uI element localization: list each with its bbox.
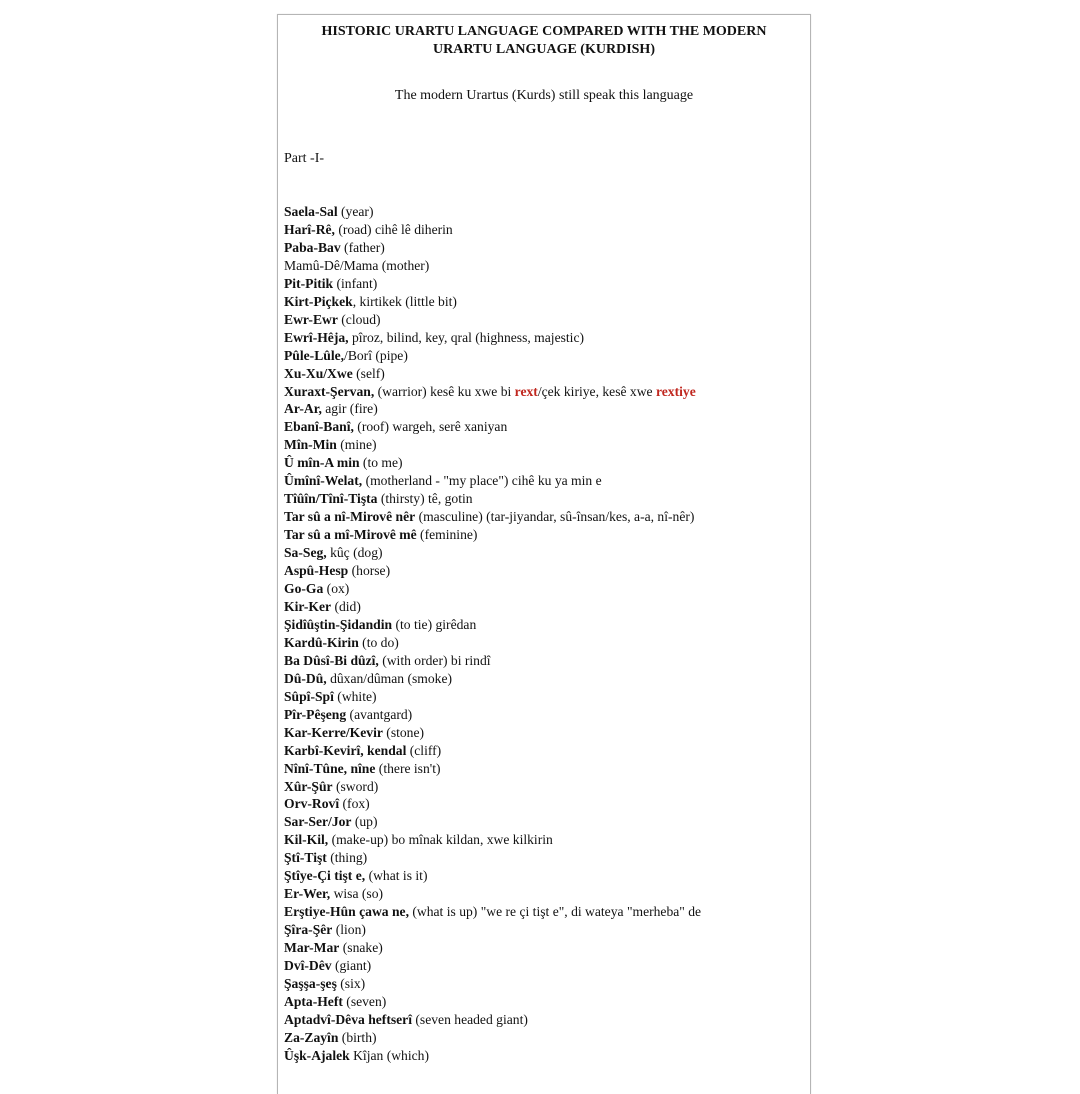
entry-gloss: (warrior) kesê ku xwe bi: [374, 383, 515, 399]
document-title: [278, 23, 810, 59]
entry-gloss: (to me): [359, 455, 403, 471]
vocabulary-entry: [284, 347, 806, 365]
vocabulary-entry: [284, 670, 806, 688]
entry-gloss: agir (fire): [321, 401, 378, 417]
entry-term: Ar-Ar,: [284, 401, 322, 417]
entry-gloss: (motherland - "my place") cihê ku ya min e: [362, 473, 602, 489]
vocabulary-entry: [284, 867, 806, 885]
entry-gloss: (snake): [339, 940, 383, 956]
entry-term: Ewr-Ewr: [284, 311, 338, 327]
entry-gloss: wisa (so): [330, 886, 384, 902]
entry-term: Ştîye-Çi tişt e,: [284, 868, 366, 884]
entry-gloss: (mine): [336, 437, 377, 453]
entry-term: Ûmînî-Welat,: [284, 473, 363, 489]
entry-gloss: (year): [337, 204, 374, 219]
vocabulary-entry: [284, 490, 806, 508]
entry-term: Sa-Seg,: [284, 545, 327, 561]
entry-term: Saela-Sal: [284, 204, 338, 219]
vocabulary-entry: [284, 813, 806, 831]
entry-gloss: (seven): [342, 993, 387, 1009]
entry-gloss: Mamû-Dê/Mama (mother): [284, 257, 430, 273]
entry-gloss: (masculine) (tar-jiyandar, sû-însan/kes, a-a, nî-nêr): [415, 509, 695, 525]
entry-gloss: , kirtikek (little bit): [352, 293, 457, 309]
vocabulary-entry: [284, 616, 806, 634]
vocabulary-entry: [284, 742, 806, 760]
entry-gloss: (stone): [382, 724, 425, 740]
vocabulary-entry: [284, 544, 806, 562]
vocabulary-entry: [284, 275, 806, 293]
entry-gloss: (cliff): [406, 742, 442, 758]
vocabulary-entry: [284, 436, 806, 454]
vocabulary-entry: [284, 849, 806, 867]
entry-gloss: (father): [340, 239, 385, 255]
entry-gloss: (road) cihê lê diherin: [334, 221, 453, 237]
title-line-2: URARTU LANGUAGE (KURDISH): [433, 42, 655, 57]
vocabulary-entry: [284, 562, 806, 580]
vocabulary-entry: [284, 1047, 806, 1065]
vocabulary-entry: [284, 454, 806, 472]
entry-gloss: (birth): [338, 1029, 377, 1045]
entry-term: Ebanî-Banî,: [284, 419, 354, 435]
entry-gloss: (feminine): [416, 527, 478, 543]
title-line-1: HISTORIC URARTU LANGUAGE COMPARED WITH THE MODERN: [321, 24, 767, 39]
highlighted-word: rext: [514, 383, 538, 399]
entry-term: Pîr-Pêşeng: [284, 706, 347, 722]
entry-term: Xuraxt-Şervan,: [284, 383, 375, 399]
entry-gloss: (infant): [333, 275, 378, 291]
entry-term: Ûşk-Ajalek: [284, 1047, 350, 1063]
entry-gloss: (did): [331, 598, 361, 614]
entry-term: Kirt-Piçkek: [284, 293, 353, 309]
entry-term: Ewrî-Hêja,: [284, 329, 349, 345]
entry-term: Kir-Ker: [284, 598, 332, 614]
entry-term: Tîûîn/Tînî-Tişta: [284, 491, 378, 507]
entry-gloss: (giant): [331, 958, 372, 974]
entry-term: Erştiye-Hûn çawa ne,: [284, 904, 409, 920]
entry-gloss: Kîjan (which): [349, 1047, 429, 1063]
vocabulary-entry: [284, 472, 806, 490]
entry-term: Mar-Mar: [284, 940, 340, 956]
vocabulary-entry: [284, 760, 806, 778]
vocabulary-entry: [284, 993, 806, 1011]
entry-term: Karbî-Kevirî, kendal: [284, 742, 407, 758]
entry-gloss: /çek kiriye, kesê xwe: [537, 383, 656, 399]
vocabulary-entry: [284, 418, 806, 436]
entry-gloss: (seven headed giant): [412, 1011, 528, 1027]
entry-gloss: kûç (dog): [326, 545, 383, 561]
entry-gloss: (up): [351, 814, 378, 830]
vocabulary-entry: [284, 311, 806, 329]
vocabulary-entry: [284, 383, 806, 401]
vocabulary-entry: [284, 724, 806, 742]
entry-gloss: (make-up) bo mînak kildan, xwe kilkirin: [328, 832, 553, 848]
entry-gloss: (avantgard): [346, 706, 413, 722]
vocabulary-list: [284, 203, 806, 1065]
entry-term: Şîra-Şêr: [284, 922, 333, 938]
entry-gloss: (to do): [358, 634, 399, 650]
entry-term: Kar-Kerre/Kevir: [284, 724, 383, 740]
entry-gloss: (thing): [326, 850, 368, 866]
entry-term: Şaşşa-şeş: [284, 975, 337, 991]
entry-term: Go-Ga: [284, 581, 324, 597]
highlighted-word: rextiye: [655, 383, 696, 399]
vocabulary-entry: [284, 885, 806, 903]
entry-term: Paba-Bav: [284, 239, 341, 255]
entry-gloss: (what is up) "we re çi tişt e", di wateya "merheba" de: [408, 904, 702, 920]
entry-gloss: pîroz, bilind, key, qral (highness, majestic): [348, 329, 585, 345]
entry-term: Tar sû a nî-Mirovê nêr: [284, 509, 416, 525]
entry-term: Tar sû a mî-Mirovê mê: [284, 527, 417, 543]
vocabulary-entry: [284, 652, 806, 670]
entry-gloss: (white): [333, 688, 377, 704]
entry-term: Sar-Ser/Jor: [284, 814, 352, 830]
vocabulary-entry: [284, 580, 806, 598]
entry-gloss: (what is it): [365, 868, 428, 884]
vocabulary-entry: [284, 1029, 806, 1047]
entry-gloss: (thirsty) tê, gotin: [377, 491, 473, 507]
entry-term: Dvî-Dêv: [284, 958, 332, 974]
entry-term: Sûpî-Spî: [284, 688, 334, 704]
entry-gloss: (lion): [332, 922, 366, 938]
vocabulary-entry: [284, 957, 806, 975]
vocabulary-entry: [284, 795, 806, 813]
entry-term: Ştî-Tişt: [284, 850, 327, 866]
entry-gloss: (ox): [323, 581, 350, 597]
vocabulary-entry: [284, 508, 806, 526]
vocabulary-entry: [284, 239, 806, 257]
vocabulary-entry: [284, 975, 806, 993]
entry-term: Harî-Rê,: [284, 221, 335, 237]
entry-term: Xu-Xu/Xwe: [284, 365, 353, 381]
part-heading: Part -I-: [284, 151, 325, 166]
vocabulary-entry: [284, 939, 806, 957]
entry-gloss: (fox): [339, 796, 370, 812]
entry-term: Şidîûştin-Şidandin: [284, 616, 393, 632]
entry-term: Aspû-Hesp: [284, 563, 349, 579]
vocabulary-entry: [284, 293, 806, 311]
entry-term: Nînî-Tûne, nîne: [284, 760, 376, 776]
vocabulary-entry: [284, 257, 806, 275]
vocabulary-entry: [284, 1011, 806, 1029]
entry-term: Er-Wer,: [284, 886, 331, 902]
entry-term: Apta-Heft: [284, 993, 343, 1009]
entry-term: Mîn-Min: [284, 437, 337, 453]
entry-term: Orv-Rovî: [284, 796, 340, 812]
entry-gloss: (six): [336, 975, 366, 991]
vocabulary-entry: [284, 831, 806, 849]
entry-gloss: (sword): [332, 778, 379, 794]
vocabulary-entry: [284, 903, 806, 921]
entry-term: Kil-Kil,: [284, 832, 329, 848]
vocabulary-entry: [284, 400, 806, 418]
document-subtitle: The modern Urartus (Kurds) still speak this language: [394, 88, 694, 103]
entry-gloss: (roof) wargeh, serê xaniyan: [353, 419, 508, 435]
vocabulary-entry: [284, 365, 806, 383]
entry-term: Kardû-Kirin: [284, 634, 359, 650]
entry-term: Za-Zayîn: [284, 1029, 339, 1045]
vocabulary-entry: [284, 706, 806, 724]
entry-term: Pit-Pitik: [284, 275, 334, 291]
entry-gloss: /Borî (pipe): [344, 347, 408, 363]
vocabulary-entry: [284, 203, 806, 221]
vocabulary-entry: [284, 688, 806, 706]
entry-term: Û mîn-A min: [284, 455, 360, 471]
vocabulary-entry: [284, 634, 806, 652]
vocabulary-entry: [284, 329, 806, 347]
entry-term: Pûle-Lûle,: [284, 347, 345, 363]
entry-gloss: (horse): [348, 563, 391, 579]
entry-term: Aptadvî-Dêva heftserî: [284, 1011, 412, 1027]
document-page: [277, 14, 811, 1094]
vocabulary-entry: [284, 221, 806, 239]
entry-gloss: (there isn't): [375, 760, 441, 776]
vocabulary-entry: [284, 526, 806, 544]
entry-term: Dû-Dû,: [284, 670, 327, 686]
entry-gloss: (cloud): [337, 311, 381, 327]
entry-gloss: (to tie) girêdan: [392, 616, 477, 632]
entry-gloss: dûxan/dûman (smoke): [326, 670, 453, 686]
entry-term: Ba Dûsî-Bi dûzî,: [284, 652, 379, 668]
entry-term: Xûr-Şûr: [284, 778, 333, 794]
vocabulary-entry: [284, 921, 806, 939]
vocabulary-entry: [284, 778, 806, 796]
entry-gloss: (with order) bi rindî: [378, 652, 491, 668]
entry-gloss: (self): [352, 365, 385, 381]
vocabulary-entry: [284, 598, 806, 616]
